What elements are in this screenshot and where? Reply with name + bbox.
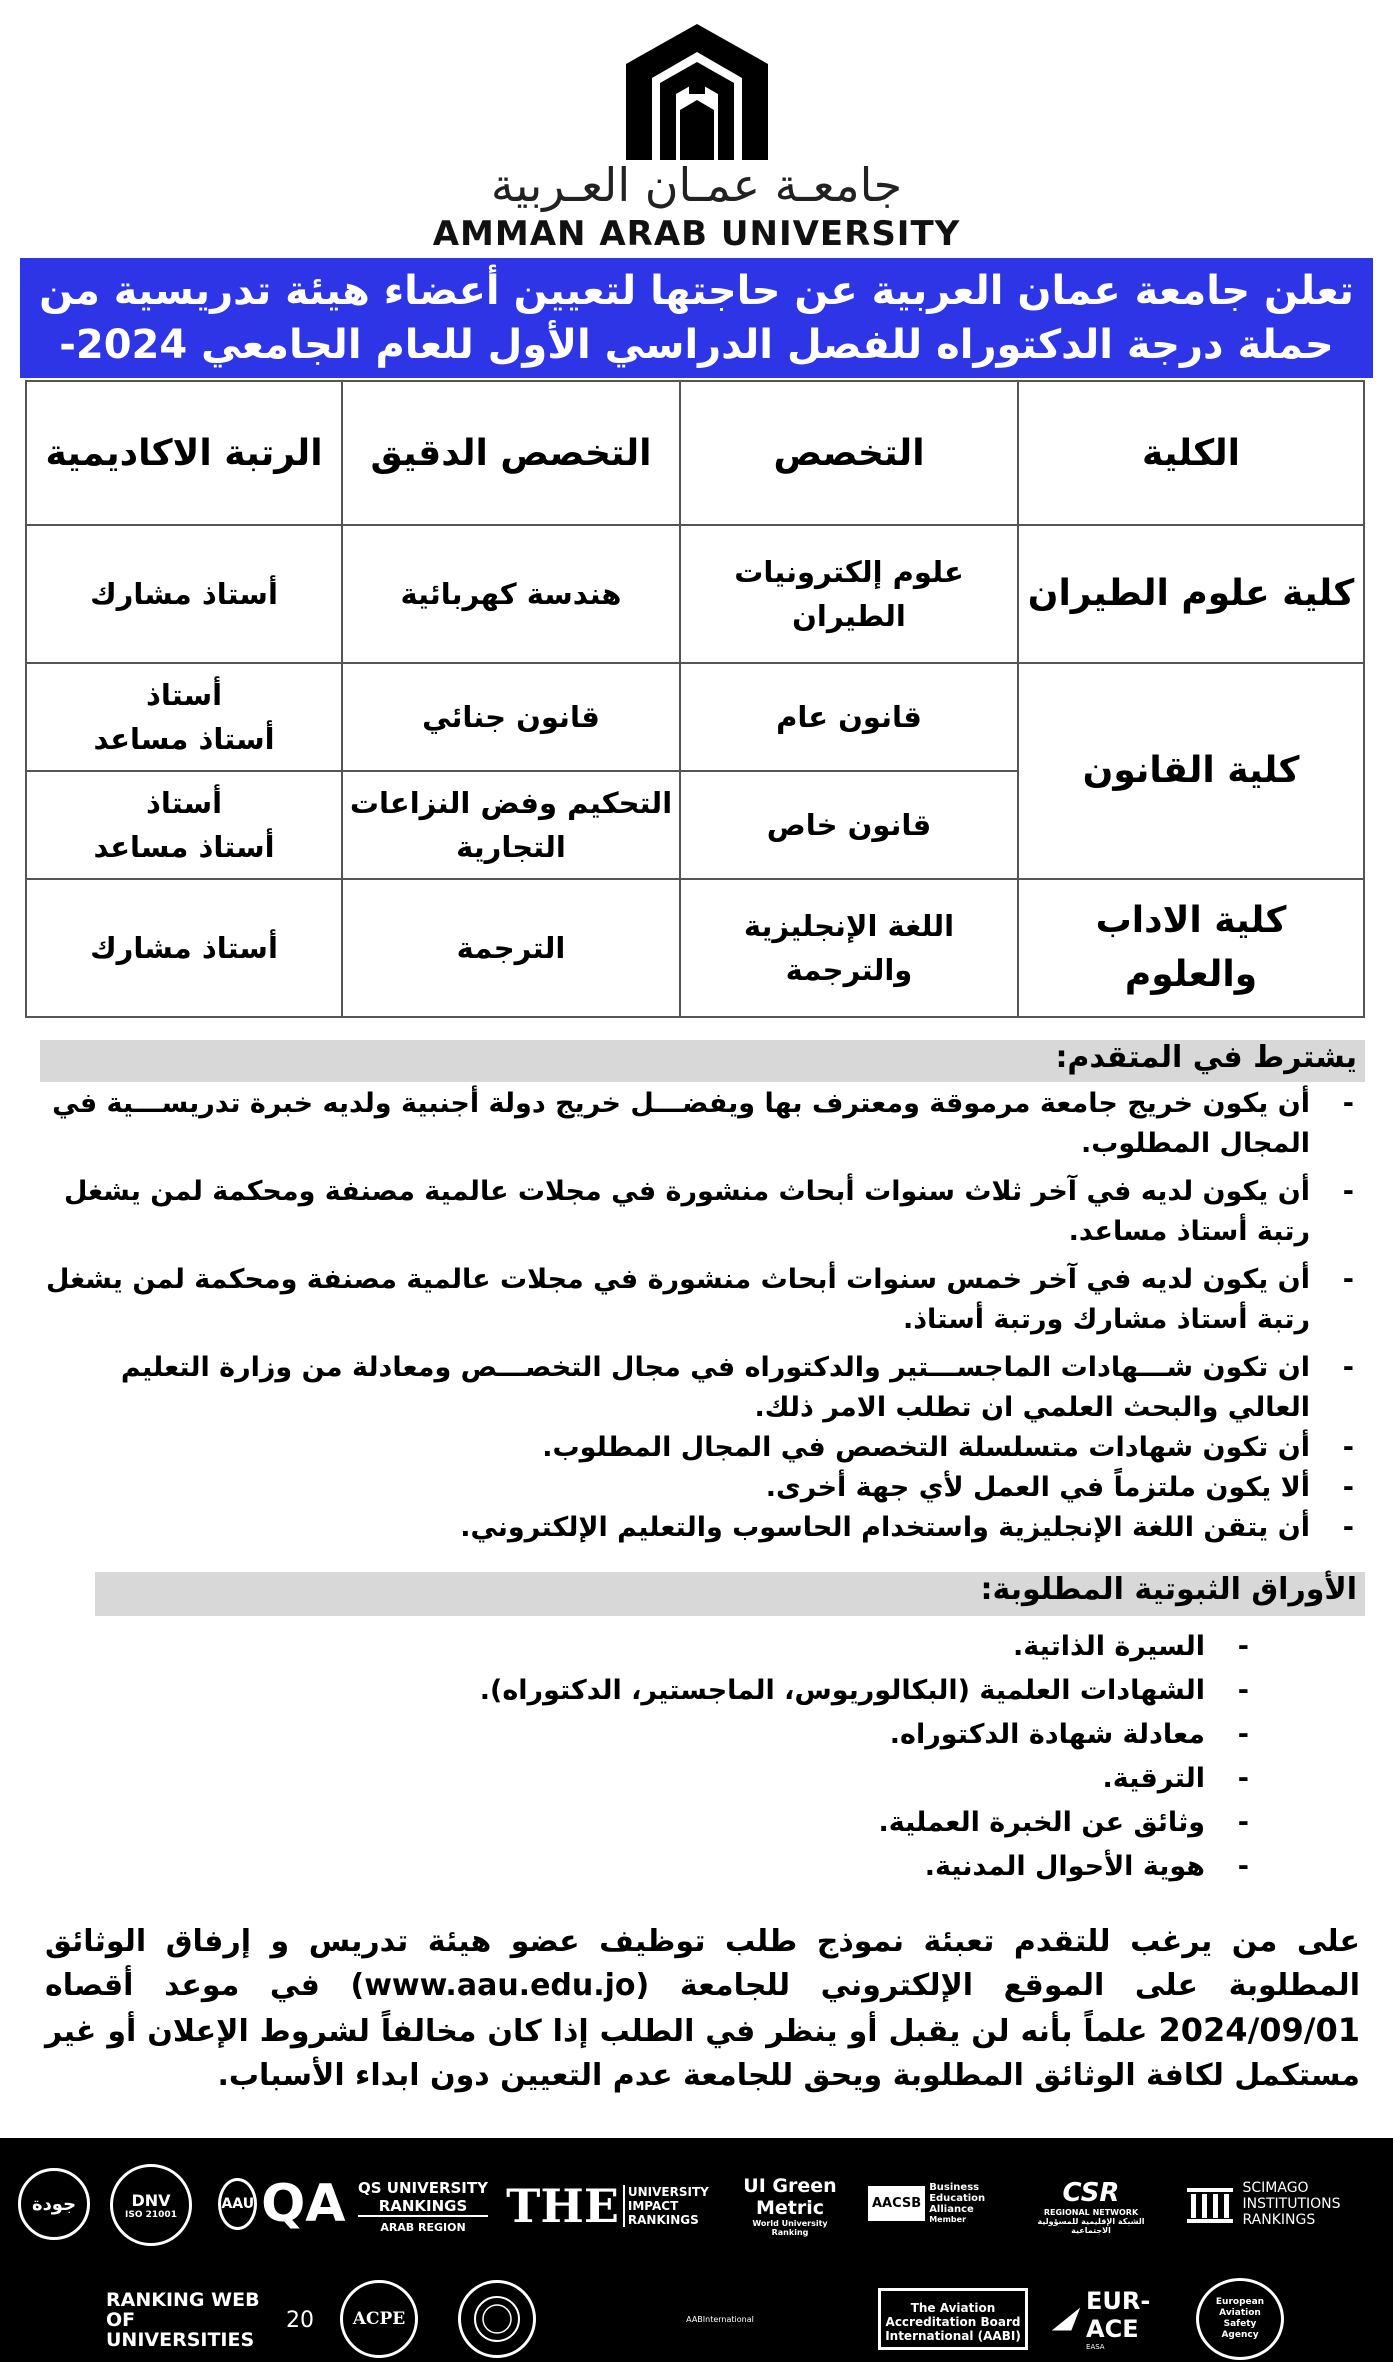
aau-logo-icon bbox=[622, 20, 772, 160]
cell-specialization: الترجمة bbox=[342, 879, 680, 1017]
cell-major: اللغة الإنجليزية والترجمة bbox=[680, 879, 1018, 1017]
aacsb-member-label: Member bbox=[929, 2215, 967, 2224]
qa-label: QA bbox=[261, 2174, 346, 2234]
requirement-text: أن تكون شهادات متسلسلة التخصص في المجال المطلوب. bbox=[542, 1432, 1310, 1463]
header-major: التخصص bbox=[680, 381, 1018, 525]
easa-logo bbox=[1050, 2286, 1190, 2352]
aau-small-label: AAU bbox=[218, 2178, 257, 2230]
aacsb-logo bbox=[868, 2168, 1016, 2238]
list-item: - أن تكون شهادات متسلسلة التخصص في المجال المطلوب. bbox=[542, 1432, 1354, 1463]
the-impact-label: UNIVERSITY IMPACT RANKINGS bbox=[623, 2185, 708, 2227]
dnv-label: DNV bbox=[131, 2190, 171, 2210]
cell-major: قانون عام bbox=[680, 663, 1018, 771]
qs-arab-label: ARAB REGION bbox=[380, 2220, 466, 2234]
closing-paragraph bbox=[45, 1920, 1360, 2098]
csr-logo bbox=[1036, 2160, 1146, 2252]
webometrics-years-label: 20 bbox=[286, 2307, 314, 2333]
dnv-iso-label: ISO 21001 bbox=[125, 2209, 177, 2220]
cell-faculty: كلية علوم الطيران bbox=[1018, 525, 1364, 663]
columns-icon bbox=[1185, 2184, 1235, 2224]
table-row bbox=[26, 663, 1364, 771]
scimago-label: SCIMAGO INSTITUTIONS RANKINGS bbox=[1242, 2180, 1341, 2228]
aabi-logo bbox=[580, 2286, 860, 2352]
list-item: - هوية الأحوال المدنية. bbox=[924, 1851, 1249, 1882]
easa-label: EUR-ACE bbox=[1086, 2287, 1151, 2343]
cell-rank bbox=[26, 663, 342, 771]
closing-text-1: على من يرغب للتقدم تعبئة نموذج طلب توظيف عضو هيئة تدريس و إرفاق الوثائق المطلوبة على الموقع الإلكتروني للجامعة bbox=[45, 1924, 1360, 2003]
list-item: - ألا يكون ملتزماً في العمل لأي جهة أخرى. bbox=[765, 1472, 1354, 1503]
requirement-text: أن يكون خريج جامعة مرموقة ومعترف بها ويفضـــل خريج دولة أجنبية ولديه خبرة تدريســـية في المجال المطلوب. bbox=[52, 1088, 1310, 1159]
university-name-arabic: جامعـة عمـان العـربية bbox=[490, 158, 903, 212]
cell-specialization: التحكيم وفض النزاعات التجارية bbox=[342, 771, 680, 879]
scimago-logo bbox=[1176, 2168, 1381, 2240]
csr-sub-label: REGIONAL NETWORK bbox=[1043, 2207, 1139, 2217]
list-item: - الترقية. bbox=[1102, 1763, 1249, 1794]
accreditation-footer bbox=[0, 2138, 1393, 2362]
cell-rank: أستاذ مشارك bbox=[26, 879, 342, 1017]
header-specialization: التخصص الدقيق bbox=[342, 381, 680, 525]
announcement-line-2: حملة درجة الدكتوراه للفصل الدراسي الأول للعام الجامعي 2024-2025 bbox=[59, 322, 1334, 422]
list-item: - أن يكون لديه في آخر خمس سنوات أبحاث منشورة في مجلات عالمية مصنفة ومحكمة لمن يشغل رتبة أستاذ مشارك ورتبة أستاذ. bbox=[45, 1264, 1354, 1335]
plane-icon bbox=[1050, 2304, 1082, 2334]
announcement-banner bbox=[20, 258, 1373, 422]
table-row bbox=[26, 879, 1364, 1017]
list-item: - أن يكون لديه في آخر ثلاث سنوات أبحاث منشورة في مجلات عالمية مصنفة ومحكمة لمن يشغل رتبة أستاذ مساعد. bbox=[63, 1176, 1354, 1247]
easa-sub-label: EASA bbox=[1086, 2343, 1105, 2351]
requirement-text: ألا يكون ملتزماً في العمل لأي جهة أخرى. bbox=[765, 1472, 1310, 1503]
table-header-row bbox=[26, 381, 1364, 525]
eurace-logo: The Aviation Accreditation Board International (AABI) bbox=[878, 2288, 1028, 2350]
rank-line: أستاذ bbox=[145, 678, 223, 712]
requirement-text: أن يكون لديه في آخر خمس سنوات أبحاث منشورة في مجلات عالمية مصنفة ومحكمة لمن يشغل رتبة أستاذ مشارك ورتبة أستاذ. bbox=[45, 1264, 1310, 1335]
table-row bbox=[26, 525, 1364, 663]
rank-line: أستاذ bbox=[145, 786, 223, 820]
cell-specialization: قانون جنائي bbox=[342, 663, 680, 771]
rank-line: أستاذ مساعد bbox=[93, 830, 275, 864]
cell-specialization: هندسة كهربائية bbox=[342, 525, 680, 663]
qs-label: QS UNIVERSITY RANKINGS bbox=[358, 2178, 488, 2215]
cell-faculty: كلية الاداب والعلوم bbox=[1018, 879, 1364, 1017]
csr-ar-label: الشبكة الإقليمية للمسؤولية الاجتماعية bbox=[1037, 2216, 1145, 2235]
documents-heading: الأوراق الثبوتية المطلوبة: bbox=[95, 1572, 1365, 1616]
aacsb-alliance-label: Business Education Alliance bbox=[929, 2182, 986, 2215]
the-label: THE bbox=[506, 2179, 619, 2233]
the-logo bbox=[506, 2168, 709, 2244]
header-faculty: الكلية bbox=[1018, 381, 1364, 525]
aacsb-label: AACSB bbox=[868, 2186, 925, 2221]
list-item: - السيرة الذاتية. bbox=[1012, 1631, 1249, 1662]
qs-logo bbox=[358, 2168, 488, 2244]
cell-rank: أستاذ مشارك bbox=[26, 525, 342, 663]
list-item: - الشهادات العلمية (البكالوريوس، الماجستير، الدكتوراه). bbox=[479, 1675, 1249, 1706]
aabi-sub-label: AABInternational bbox=[686, 2314, 754, 2324]
jawda-logo: جودة bbox=[18, 2168, 90, 2240]
list-item: - ان تكون شـــهادات الماجســـتير والدكتوراه في مجال التخصـــص ومعادلة من وزارة التعليم العالي والبحث العلمي ان تطلب الامر ذلك. bbox=[120, 1352, 1354, 1423]
header-rank: الرتبة الاكاديمية bbox=[26, 381, 342, 525]
acpe-logo: ACPE bbox=[340, 2280, 418, 2358]
ui-green-label: UI Green Metric bbox=[743, 2175, 837, 2219]
document-text: الترقية. bbox=[1102, 1763, 1205, 1794]
list-item: - معادلة شهادة الدكتوراه. bbox=[889, 1719, 1249, 1750]
requirement-text: ان تكون شـــهادات الماجســـتير والدكتوراه في مجال التخصـــص ومعادلة من وزارة التعليم العالي والبحث العلمي ان تطلب الامر ذلك. bbox=[120, 1352, 1310, 1423]
webometrics-logo bbox=[100, 2290, 320, 2350]
document-text: معادلة شهادة الدكتوراه. bbox=[889, 1719, 1205, 1750]
positions-table bbox=[25, 380, 1365, 1018]
document-text: هوية الأحوال المدنية. bbox=[924, 1851, 1205, 1882]
requirement-text: أن يتقن اللغة الإنجليزية واستخدام الحاسوب والتعليم الإلكتروني. bbox=[460, 1512, 1310, 1543]
documents-list bbox=[100, 1625, 1249, 1889]
webometrics-label: RANKING WEB OF UNIVERSITIES bbox=[106, 2289, 260, 2351]
university-name-english: AMMAN ARAB UNIVERSITY bbox=[432, 214, 961, 254]
announcement-line-1: تعلن جامعة عمان العربية عن حاجتها لتعيين أعضاء هيئة تدريسية من bbox=[39, 268, 1354, 314]
requirements-list bbox=[45, 1084, 1354, 1548]
list-item: - أن يتقن اللغة الإنجليزية واستخدام الحاسوب والتعليم الإلكتروني. bbox=[460, 1512, 1354, 1543]
ui-green-logo bbox=[740, 2168, 840, 2244]
seal-icon bbox=[472, 2294, 522, 2344]
cell-rank bbox=[26, 771, 342, 879]
ui-green-sub-label: World University Ranking bbox=[752, 2219, 828, 2237]
rank-line: أستاذ مساعد bbox=[93, 722, 275, 756]
document-text: الشهادات العلمية (البكالوريوس، الماجستير، الدكتوراه). bbox=[479, 1675, 1205, 1706]
closing-text-3: علماً بأنه لن يقبل أو ينظر في الطلب إذا كان مخالفاً لشروط الإعلان أو غير مستكمل لكافة الوثائق المطلوبة ويحق للجامعة عدم التعيين دون ابداء الأسباب. bbox=[45, 2014, 1360, 2093]
document-text: السيرة الذاتية. bbox=[1012, 1631, 1205, 1662]
website-link[interactable]: (www.aau.edu.jo) bbox=[350, 1968, 650, 2003]
list-item: - وثائق عن الخبرة العملية. bbox=[878, 1807, 1249, 1838]
closing-text-2: في موعد أقصاه bbox=[45, 1968, 320, 2003]
requirement-text: أن يكون لديه في آخر ثلاث سنوات أبحاث منشورة في مجلات عالمية مصنفة ومحكمة لمن يشغل رتبة أستاذ مساعد. bbox=[63, 1176, 1310, 1247]
csr-label: CSR bbox=[1062, 2177, 1120, 2208]
cell-faculty: كلية القانون bbox=[1018, 663, 1364, 879]
accreditation-logo: European Aviation Safety Agency bbox=[1196, 2278, 1284, 2360]
dnv-logo bbox=[110, 2164, 192, 2246]
list-item: - أن يكون خريج جامعة مرموقة ومعترف بها ويفضـــل خريج دولة أجنبية ولديه خبرة تدريســـية في المجال المطلوب. bbox=[52, 1088, 1354, 1159]
document-text: وثائق عن الخبرة العملية. bbox=[878, 1807, 1205, 1838]
deadline-date: 2024/09/01 bbox=[1158, 2011, 1360, 2049]
aau-qa-logo bbox=[221, 2168, 346, 2240]
requirements-heading: يشترط في المتقدم: bbox=[40, 1040, 1365, 1082]
cell-major: قانون خاص bbox=[680, 771, 1018, 879]
cell-major: علوم إلكترونيات الطيران bbox=[680, 525, 1018, 663]
seal-logo bbox=[458, 2280, 536, 2358]
